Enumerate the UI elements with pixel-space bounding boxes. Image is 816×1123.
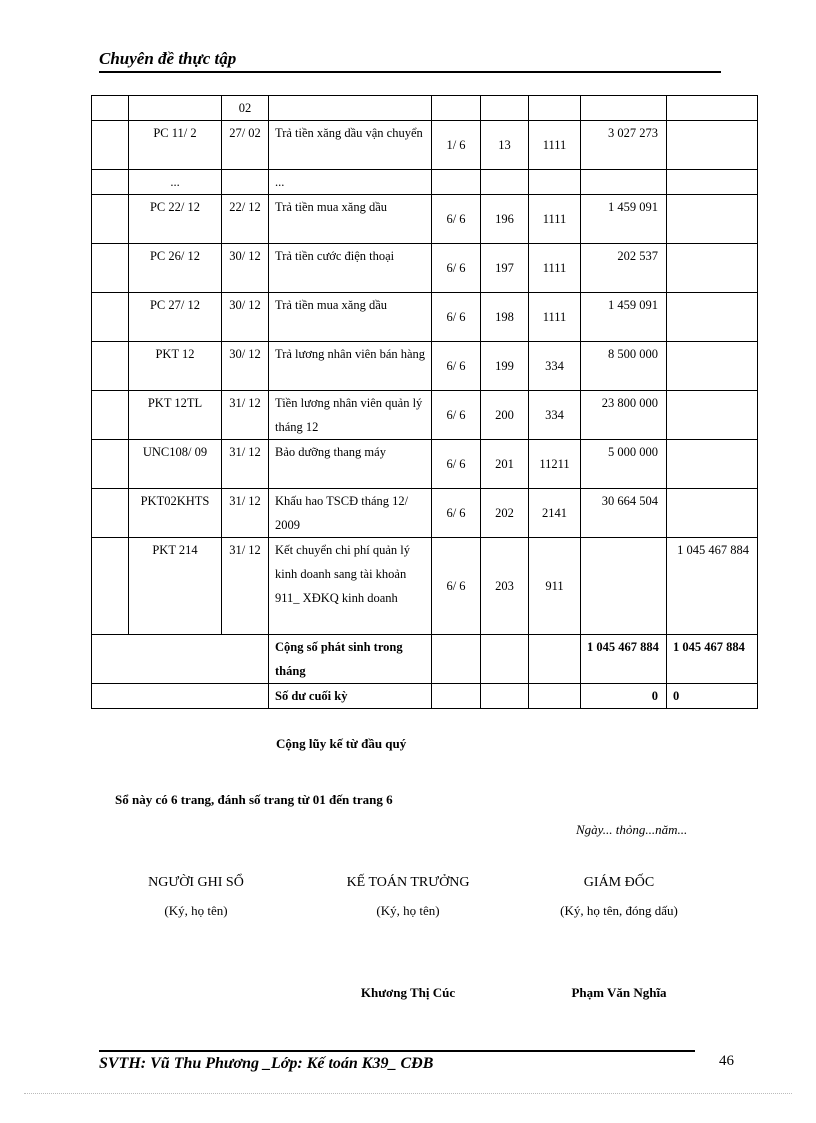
cell-voucher-date: 30/ 12 — [222, 293, 269, 342]
cell-empty — [529, 635, 581, 684]
signature-note-director: (Ký, họ tên, đóng dấu) — [560, 903, 678, 918]
table-row — [92, 96, 758, 121]
cell-journal-page: 6/ 6 — [432, 538, 481, 635]
cell-description: Khấu hao TSCĐ tháng 12/ 2009 — [269, 489, 432, 538]
cell-debit: 3 027 273 — [581, 121, 667, 170]
signature-note-chief-accountant: (Ký, họ tên) — [376, 903, 440, 918]
cell-description — [269, 96, 432, 121]
cell-description: Trả tiền xăng dầu vận chuyển — [269, 121, 432, 170]
cell-line-number: 196 — [481, 195, 529, 244]
cell-line-number: 198 — [481, 293, 529, 342]
cell-voucher-number: PKT 12TL — [129, 391, 222, 440]
cell-stt — [92, 96, 129, 121]
cell-voucher-number: ... — [129, 170, 222, 195]
cell-description: Trả tiền cước điện thoại — [269, 244, 432, 293]
signature-title-recorder: NGƯỜI GHI SỔ — [148, 875, 244, 890]
cell-credit — [667, 121, 758, 170]
cell-description: Bảo dưỡng thang máy — [269, 440, 432, 489]
cell-credit — [667, 489, 758, 538]
page-header-title: Chuyên đề thực tập — [99, 49, 237, 68]
cell-voucher-date: 31/ 12 — [222, 538, 269, 635]
cell-account: 334 — [529, 391, 581, 440]
cell-credit — [667, 244, 758, 293]
cell-voucher-date: 31/ 12 — [222, 489, 269, 538]
closing-label: Số dư cuối kỳ — [269, 684, 432, 709]
cell-blank — [92, 684, 269, 709]
table-row — [92, 489, 758, 538]
cell-credit — [667, 195, 758, 244]
cell-empty — [432, 635, 481, 684]
cell-line-number: 13 — [481, 121, 529, 170]
cell-stt — [92, 391, 129, 440]
cell-account: 1111 — [529, 195, 581, 244]
table-row — [92, 293, 758, 342]
signature-note-recorder: (Ký, họ tên) — [164, 903, 228, 918]
cell-debit — [581, 170, 667, 195]
cell-line-number: 203 — [481, 538, 529, 635]
total-debit: 1 045 467 884 — [581, 635, 667, 684]
cell-stt — [92, 342, 129, 391]
footer-rule — [99, 1050, 695, 1052]
cell-account: 1111 — [529, 293, 581, 342]
cell-line-number: 197 — [481, 244, 529, 293]
table-row — [92, 195, 758, 244]
cell-line-number — [481, 96, 529, 121]
cell-account: 2141 — [529, 489, 581, 538]
cell-voucher-date — [222, 170, 269, 195]
cell-blank — [92, 635, 269, 684]
cell-voucher-date: 02 — [222, 96, 269, 121]
cell-debit: 30 664 504 — [581, 489, 667, 538]
cell-voucher-number: PC 27/ 12 — [129, 293, 222, 342]
date-line: Ngày... thỏng...năm... — [576, 822, 688, 837]
cell-stt — [92, 170, 129, 195]
cell-voucher-number: PC 22/ 12 — [129, 195, 222, 244]
cell-line-number — [481, 170, 529, 195]
cell-description: Trả tiền mua xăng dầu — [269, 293, 432, 342]
cell-voucher-date: 31/ 12 — [222, 440, 269, 489]
cell-debit: 1 459 091 — [581, 195, 667, 244]
cell-voucher-date: 30/ 12 — [222, 244, 269, 293]
table-row — [92, 170, 758, 195]
cumulative-label: Cộng lũy kế từ đầu quý — [276, 736, 407, 751]
cell-debit: 5 000 000 — [581, 440, 667, 489]
cell-empty — [481, 684, 529, 709]
cell-voucher-date: 27/ 02 — [222, 121, 269, 170]
cell-stt — [92, 293, 129, 342]
cell-credit — [667, 293, 758, 342]
closing-credit: 0 — [667, 684, 758, 709]
cell-journal-page: 6/ 6 — [432, 342, 481, 391]
cell-account: 11211 — [529, 440, 581, 489]
cell-credit — [667, 342, 758, 391]
cell-debit: 23 800 000 — [581, 391, 667, 440]
cell-debit: 1 459 091 — [581, 293, 667, 342]
table-row — [92, 391, 758, 440]
cell-debit: 8 500 000 — [581, 342, 667, 391]
cell-stt — [92, 538, 129, 635]
cell-line-number: 199 — [481, 342, 529, 391]
cell-journal-page: 6/ 6 — [432, 440, 481, 489]
table-row — [92, 440, 758, 489]
cell-voucher-number: PKT02KHTS — [129, 489, 222, 538]
cell-description: Kết chuyển chi phí quản lý kinh doanh sang tài khoản 911_ XĐKQ kinh doanh — [269, 538, 432, 635]
cell-journal-page: 6/ 6 — [432, 489, 481, 538]
cell-voucher-number — [129, 96, 222, 121]
cell-description: Trả lương nhân viên bán hàng — [269, 342, 432, 391]
cell-journal-page: 6/ 6 — [432, 244, 481, 293]
signature-title-director: GIÁM ĐỐC — [583, 875, 655, 890]
page-count-note: Sổ này có 6 trang, đánh số trang từ 01 đến trang 6 — [115, 792, 393, 807]
page-number: 46 — [719, 1053, 734, 1069]
cell-debit — [581, 538, 667, 635]
total-label: Cộng số phát sinh trong tháng — [269, 635, 432, 684]
cell-empty — [529, 684, 581, 709]
header-rule — [99, 71, 721, 73]
page-bottom-border — [24, 1093, 792, 1094]
cell-stt — [92, 440, 129, 489]
cell-voucher-number: PC 26/ 12 — [129, 244, 222, 293]
cell-account: 911 — [529, 538, 581, 635]
cell-account: 1111 — [529, 121, 581, 170]
table-row — [92, 121, 758, 170]
cell-debit — [581, 96, 667, 121]
cell-journal-page — [432, 170, 481, 195]
signature-title-chief-accountant: KẾ TOÁN TRƯỞNG — [346, 875, 470, 890]
cell-credit — [667, 440, 758, 489]
ledger-table — [91, 95, 758, 709]
cell-voucher-number: UNC108/ 09 — [129, 440, 222, 489]
closing-row — [92, 684, 758, 709]
cell-account — [529, 170, 581, 195]
signature-name-director: Phạm Văn Nghĩa — [571, 985, 667, 1000]
cell-journal-page: 6/ 6 — [432, 293, 481, 342]
signature-name-chief-accountant: Khương Thị Cúc — [360, 985, 456, 1000]
cell-voucher-number: PKT 12 — [129, 342, 222, 391]
cell-account: 1111 — [529, 244, 581, 293]
cell-voucher-date: 22/ 12 — [222, 195, 269, 244]
cell-line-number: 201 — [481, 440, 529, 489]
cell-voucher-number: PC 11/ 2 — [129, 121, 222, 170]
table-row — [92, 244, 758, 293]
cell-voucher-date: 31/ 12 — [222, 391, 269, 440]
closing-debit: 0 — [581, 684, 667, 709]
cell-journal-page — [432, 96, 481, 121]
cell-journal-page: 6/ 6 — [432, 195, 481, 244]
cell-account — [529, 96, 581, 121]
cell-debit: 202 537 — [581, 244, 667, 293]
cell-stt — [92, 489, 129, 538]
cell-journal-page: 6/ 6 — [432, 391, 481, 440]
total-row — [92, 635, 758, 684]
cell-line-number: 200 — [481, 391, 529, 440]
cell-description: Trả tiền mua xăng dầu — [269, 195, 432, 244]
cell-empty — [481, 635, 529, 684]
cell-account: 334 — [529, 342, 581, 391]
cell-credit: 1 045 467 884 — [667, 538, 758, 635]
cell-stt — [92, 121, 129, 170]
cell-credit — [667, 170, 758, 195]
cell-empty — [432, 684, 481, 709]
cell-line-number: 202 — [481, 489, 529, 538]
cell-credit — [667, 391, 758, 440]
cell-stt — [92, 244, 129, 293]
cell-journal-page: 1/ 6 — [432, 121, 481, 170]
table-row — [92, 538, 758, 635]
cell-credit — [667, 96, 758, 121]
cell-stt — [92, 195, 129, 244]
cell-description: ... — [269, 170, 432, 195]
cell-description: Tiền lương nhân viên quản lý tháng 12 — [269, 391, 432, 440]
footer-student-info: SVTH: Vũ Thu Phương _Lớp: Kế toán K39_ CĐB — [99, 1055, 434, 1072]
total-credit: 1 045 467 884 — [667, 635, 758, 684]
cell-voucher-date: 30/ 12 — [222, 342, 269, 391]
table-row — [92, 342, 758, 391]
cell-voucher-number: PKT 214 — [129, 538, 222, 635]
